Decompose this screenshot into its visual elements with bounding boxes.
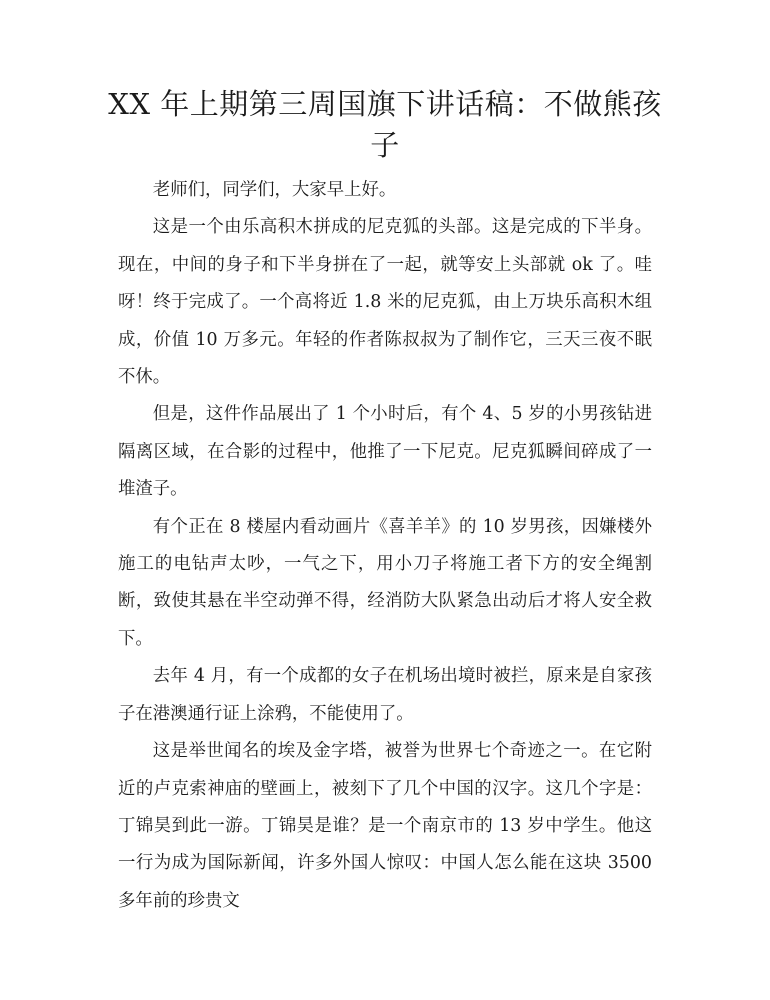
paragraph-lego-fox: 这是一个由乐高积木拼成的尼克狐的头部。这是完成的下半身。现在，中间的身子和下半身拼在了一起，就等安上头部就 ok 了。哇呀！终于完成了。一个高将近 1.8 米的尼克狐，由上万块乐高积木组成，价值 10 万多元。年轻的作者陈叔叔为了制作它，三天三夜不眠不休。 xyxy=(118,217,652,388)
paragraph-fox-broken: 但是，这件作品展出了 1 个小时后，有个 4、5 岁的小男孩钻进隔离区域，在合影的过程中，他推了一下尼克。尼克狐瞬间碎成了一堆渣子。 xyxy=(118,404,652,500)
paragraph-greeting: 老师们，同学们，大家早上好。 xyxy=(152,180,397,200)
paragraph-safety-rope: 有个正在 8 楼屋内看动画片《喜羊羊》的 10 岁男孩，因嫌楼外施工的电钻声太吵，一气之下，用小刀子将施工者下方的安全绳割断，致使其悬在半空动弹不得，经消防大队紧急出动后才将人安全救下。 xyxy=(118,516,652,649)
paragraph-passport: 去年 4 月，有一个成都的女子在机场出境时被拦，原来是自家孩子在港澳通行证上涂鸦，不能使用了。 xyxy=(118,666,652,724)
paragraph-pyramid: 这是举世闻名的埃及金字塔，被誉为世界七个奇迹之一。在它附近的卢克索神庙的壁画上，被刻下了几个中国的汉字。这几个字是：丁锦昊到此一游。丁锦昊是谁？是一个南京市的 13 岁中学生。他这一行为成为国际新闻，许多外国人惊叹：中国人怎么能在这块 3500 多年前的珍贵文 xyxy=(118,741,652,911)
document-title: XX 年上期第三周国旗下讲话稿：不做熊孩子 xyxy=(108,87,662,162)
document-body xyxy=(118,172,652,920)
